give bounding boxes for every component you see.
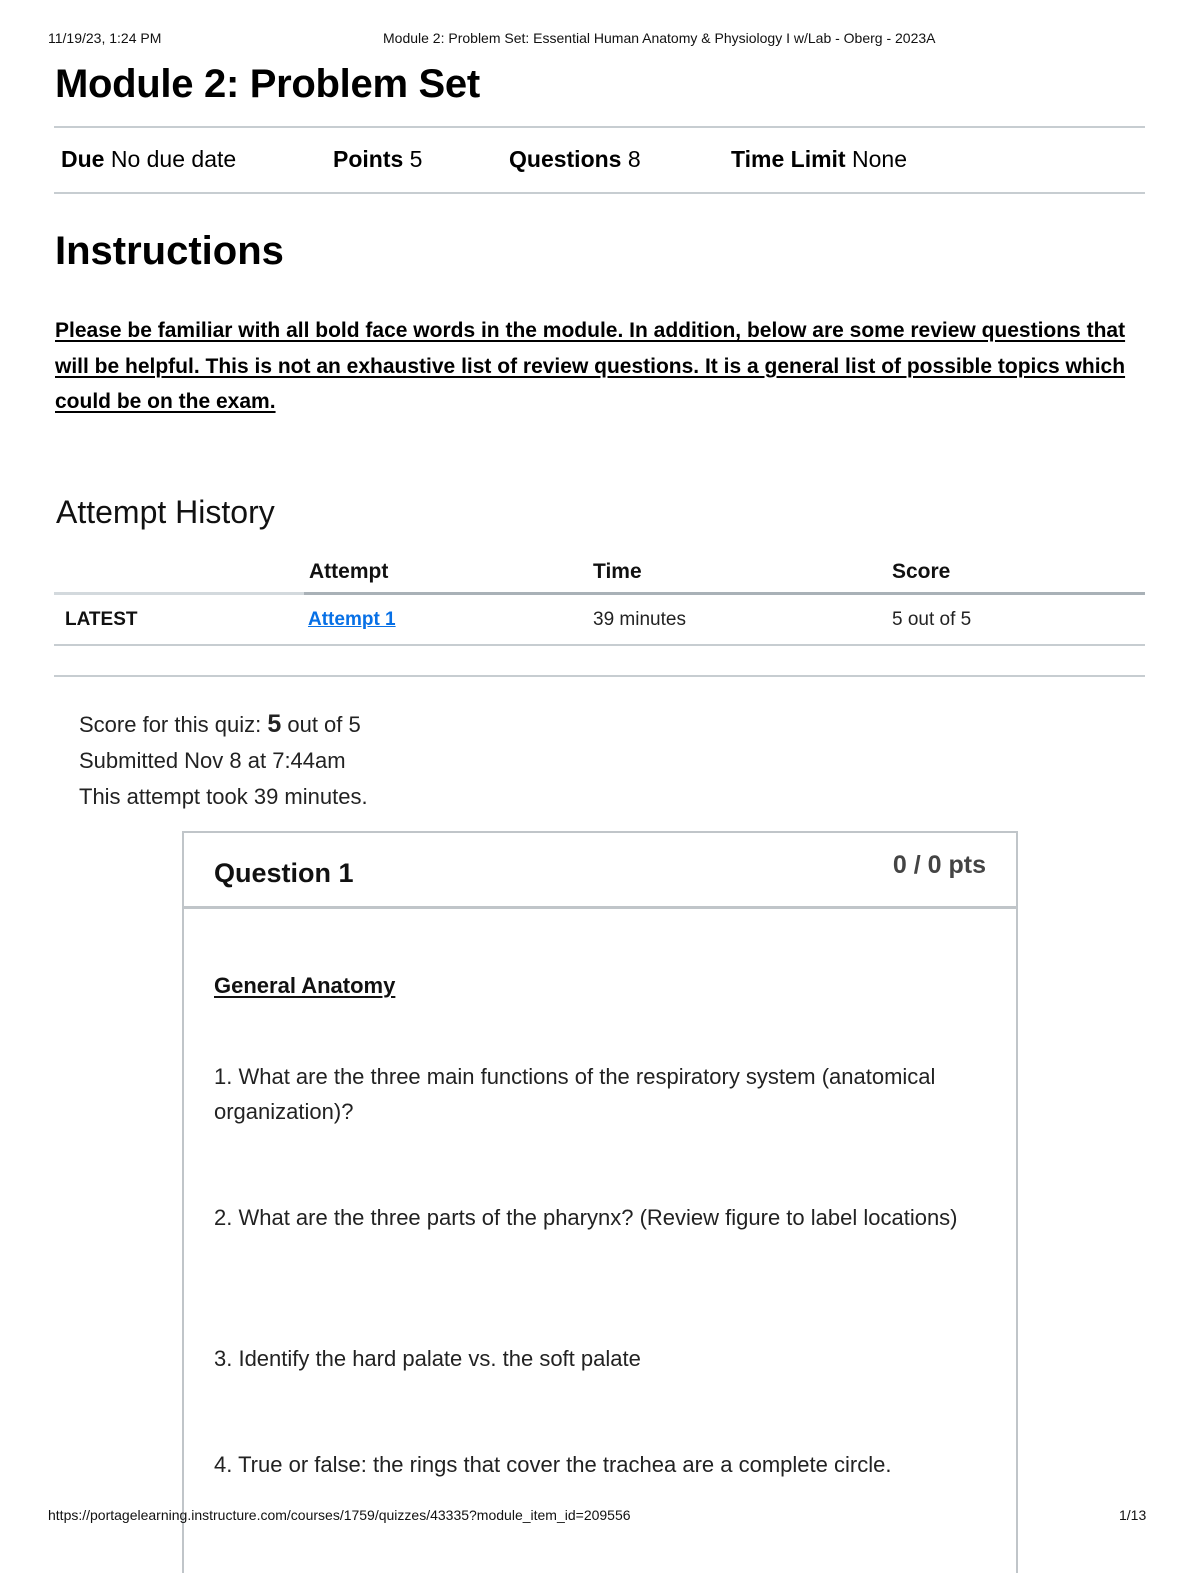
divider [54,126,1145,128]
duration-line: This attempt took 39 minutes. [79,784,368,809]
instructions-text: Please be familiar with all bold face words in the module. In addition, below are some review questions that will be helpful. This is not an exhaustive list of review questions. It is a general list of possible topics which could be on the exam. [55,319,1126,413]
print-datetime: 11/19/23, 1:24 PM [48,30,162,46]
score-line [79,706,368,743]
question-item: 3. Identify the hard palate vs. the soft palate [214,1346,641,1371]
table-row [54,596,1145,644]
question-points: 0 / 0 pts [892,851,986,879]
column-header-attempt: Attempt [309,560,389,583]
due-label: Due [61,146,105,172]
points-value: 5 [409,146,423,172]
attempt-history-table [54,556,1145,592]
attempt-time: 39 minutes [593,609,686,630]
score-suffix: out of 5 [287,712,361,737]
quiz-summary [79,706,368,815]
attempt-score: 5 out of 5 [892,609,972,630]
section-heading: General Anatomy [214,973,396,998]
table-header [54,556,1145,592]
divider [54,644,1145,646]
attempt-history-title: Attempt History [56,494,275,530]
score-prefix: Score for this quiz: [79,712,262,737]
questions-value: 8 [627,146,641,172]
time-limit-detail [731,146,907,173]
time-limit-label: Time Limit [731,146,846,172]
question-item: 2. What are the three parts of the pharynx? (Review figure to label locations) [214,1205,958,1230]
points-label: Points [333,146,404,172]
instructions-title: Instructions [55,229,284,273]
divider [54,675,1145,677]
question-item: 1. What are the three main functions of the respiratory system (anatomical organization)? [214,1064,936,1124]
column-header-time: Time [593,560,642,583]
score-value: 5 [267,710,282,738]
latest-label: LATEST [65,609,138,630]
points-detail [333,146,422,173]
column-header-score: Score [892,560,951,583]
divider [304,592,1145,595]
print-footer [0,1507,1200,1527]
page-number: 1/13 [1119,1507,1147,1523]
divider [54,192,1145,194]
question-title: Question 1 [214,858,354,888]
page-title: Module 2: Problem Set [55,62,480,106]
print-url: https://portagelearning.instructure.com/courses/1759/quizzes/43335?module_item_id=209556 [48,1507,631,1523]
due-detail [61,146,236,173]
questions-detail [509,146,641,173]
print-document-title: Module 2: Problem Set: Essential Human Anatomy & Physiology I w/Lab - Oberg - 2023A [383,30,936,46]
attempt-1-link[interactable]: Attempt 1 [308,609,396,630]
question-header [184,833,1016,909]
due-value: No due date [110,146,237,172]
time-limit-value: None [852,146,907,172]
submitted-line: Submitted Nov 8 at 7:44am [79,748,346,773]
question-card [182,831,1018,1573]
print-header [0,28,1200,48]
question-item: 4. True or false: the rings that cover the trachea are a complete circle. [214,1452,892,1477]
questions-label: Questions [509,146,622,172]
divider [54,592,304,595]
